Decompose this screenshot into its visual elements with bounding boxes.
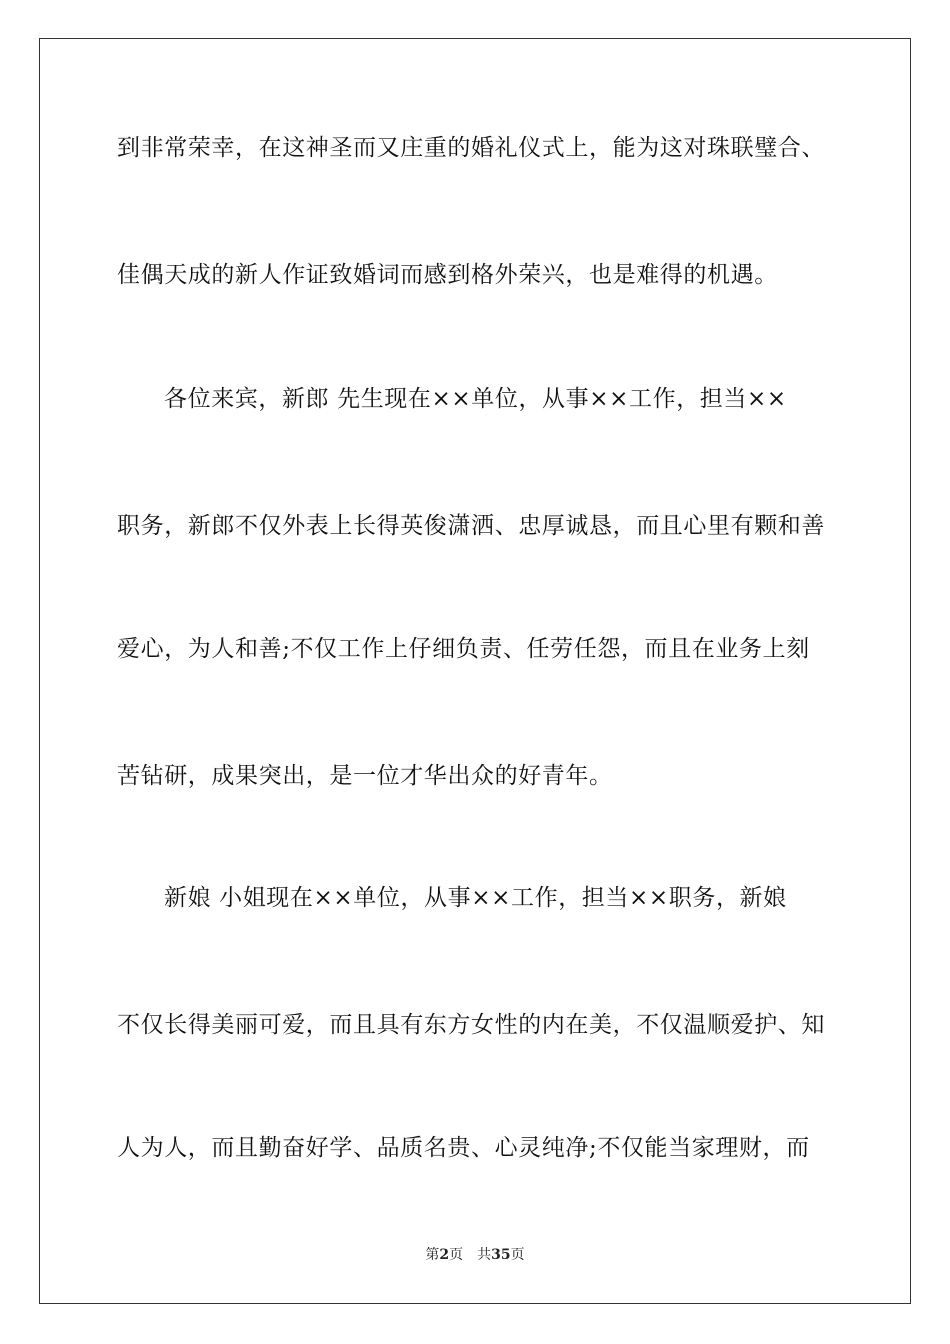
total-prefix: 共	[477, 1247, 492, 1263]
page-footer	[0, 1246, 950, 1264]
total-suffix: 页	[510, 1247, 525, 1263]
body-line-5: 爱心，为人和善;不仅工作上仔细负责、任劳任怨，而且在业务上刻	[117, 636, 810, 662]
total-pages: 35	[491, 1247, 511, 1263]
body-line-3: 各位来宾，新郎 先生现在××单位，从事××工作，担当××	[164, 386, 787, 412]
body-line-4: 职务，新郎不仅外表上长得英俊潇洒、忠厚诚恳，而且心里有颗和善	[117, 513, 825, 539]
body-line-1: 到非常荣幸，在这神圣而又庄重的婚礼仪式上，能为这对珠联璧合、	[117, 135, 825, 161]
body-line-8: 不仅长得美丽可爱，而且具有东方女性的内在美，不仅温顺爱护、知	[117, 1012, 825, 1038]
page-number: 2	[439, 1247, 450, 1263]
page-prefix: 第	[425, 1247, 440, 1263]
body-line-2: 佳偶天成的新人作证致婚词而感到格外荣兴，也是难得的机遇。	[117, 262, 778, 288]
page-suffix: 页	[449, 1247, 464, 1263]
body-line-6: 苦钻研，成果突出，是一位才华出众的好青年。	[117, 763, 613, 789]
body-line-7: 新娘 小姐现在××单位，从事××工作，担当××职务，新娘	[164, 885, 787, 911]
page-border	[39, 38, 911, 1304]
body-line-9: 人为人，而且勤奋好学、品质名贵、心灵纯净;不仅能当家理财，而	[117, 1135, 810, 1161]
